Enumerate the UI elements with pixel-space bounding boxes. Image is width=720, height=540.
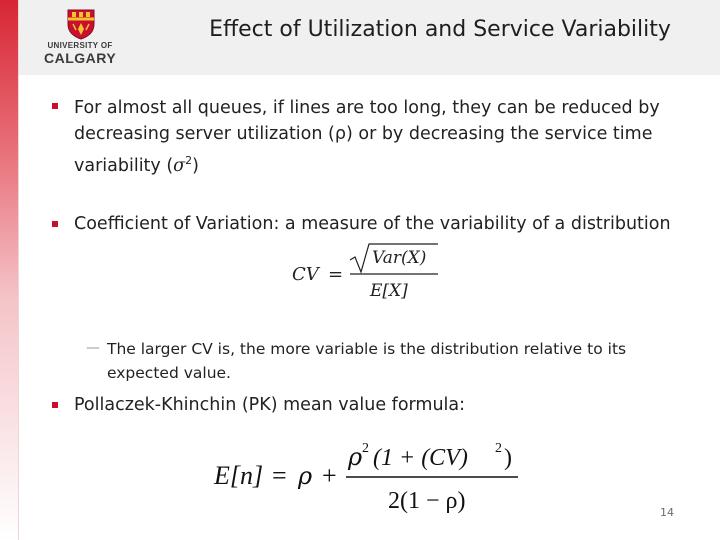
bullet-marker-3	[52, 402, 58, 408]
bullet-1-line-3	[74, 147, 714, 180]
bullet-1-line-1: For almost all queues, if lines are too long, they can be reduced by	[74, 98, 660, 118]
bullet-marker-1	[52, 103, 58, 109]
bullet-1-line-2: decreasing server utilization (ρ) or by decreasing the service time	[74, 124, 653, 144]
pk-numerator-cv-exponent: 2	[495, 441, 502, 456]
bullet-marker-2	[52, 221, 58, 227]
cv-formula-lhs: CV	[292, 264, 319, 285]
pk-numerator-rho-exponent: 2	[362, 441, 369, 456]
pk-formula-plus: +	[322, 461, 337, 490]
bullet-2-text: Coefficient of Variation: a measure of the variability of a distribution	[74, 214, 671, 234]
page-number: 14	[660, 506, 674, 519]
pk-formula	[212, 432, 532, 522]
sub-bullet-line-1: The larger CV is, the more variable is the distribution relative to its	[107, 340, 627, 358]
left-accent-line	[18, 0, 19, 540]
sigma-exponent: 2	[185, 154, 193, 167]
cv-formula	[290, 238, 450, 304]
university-logo	[44, 8, 116, 68]
left-accent-bar	[0, 0, 18, 540]
sigma-symbol: σ	[173, 155, 186, 176]
cv-formula-equals: =	[328, 264, 344, 285]
cv-formula-denominator: E[X]	[370, 281, 408, 301]
slide-title: Effect of Utilization and Service Variability	[209, 17, 671, 42]
pk-formula-lhs: E[n]	[214, 461, 264, 490]
sub-bullet-dash: —	[86, 340, 100, 356]
bullet-1-line-3-suffix: )	[192, 155, 199, 176]
pk-numerator-close: )	[504, 445, 512, 471]
crest-icon	[66, 8, 96, 40]
bullet-3-text: Pollaczek-Khinchin (PK) mean value formula:	[74, 395, 466, 415]
pk-numerator-rest: (1 + (CV)	[373, 445, 468, 471]
logo-text-line1: UNIVERSITY OF	[47, 41, 113, 50]
pk-numerator-rho: ρ	[348, 443, 363, 471]
pk-formula-equals: =	[272, 461, 287, 490]
sub-bullet-line-2: expected value.	[107, 364, 231, 382]
cv-formula-numerator: Var(X)	[372, 248, 427, 268]
logo-text-line2: CALGARY	[44, 50, 117, 66]
pk-formula-rho: ρ	[298, 462, 313, 490]
bullet-1-line-3-prefix: variability (	[74, 155, 174, 176]
pk-denominator: 2(1 − ρ)	[388, 488, 466, 514]
